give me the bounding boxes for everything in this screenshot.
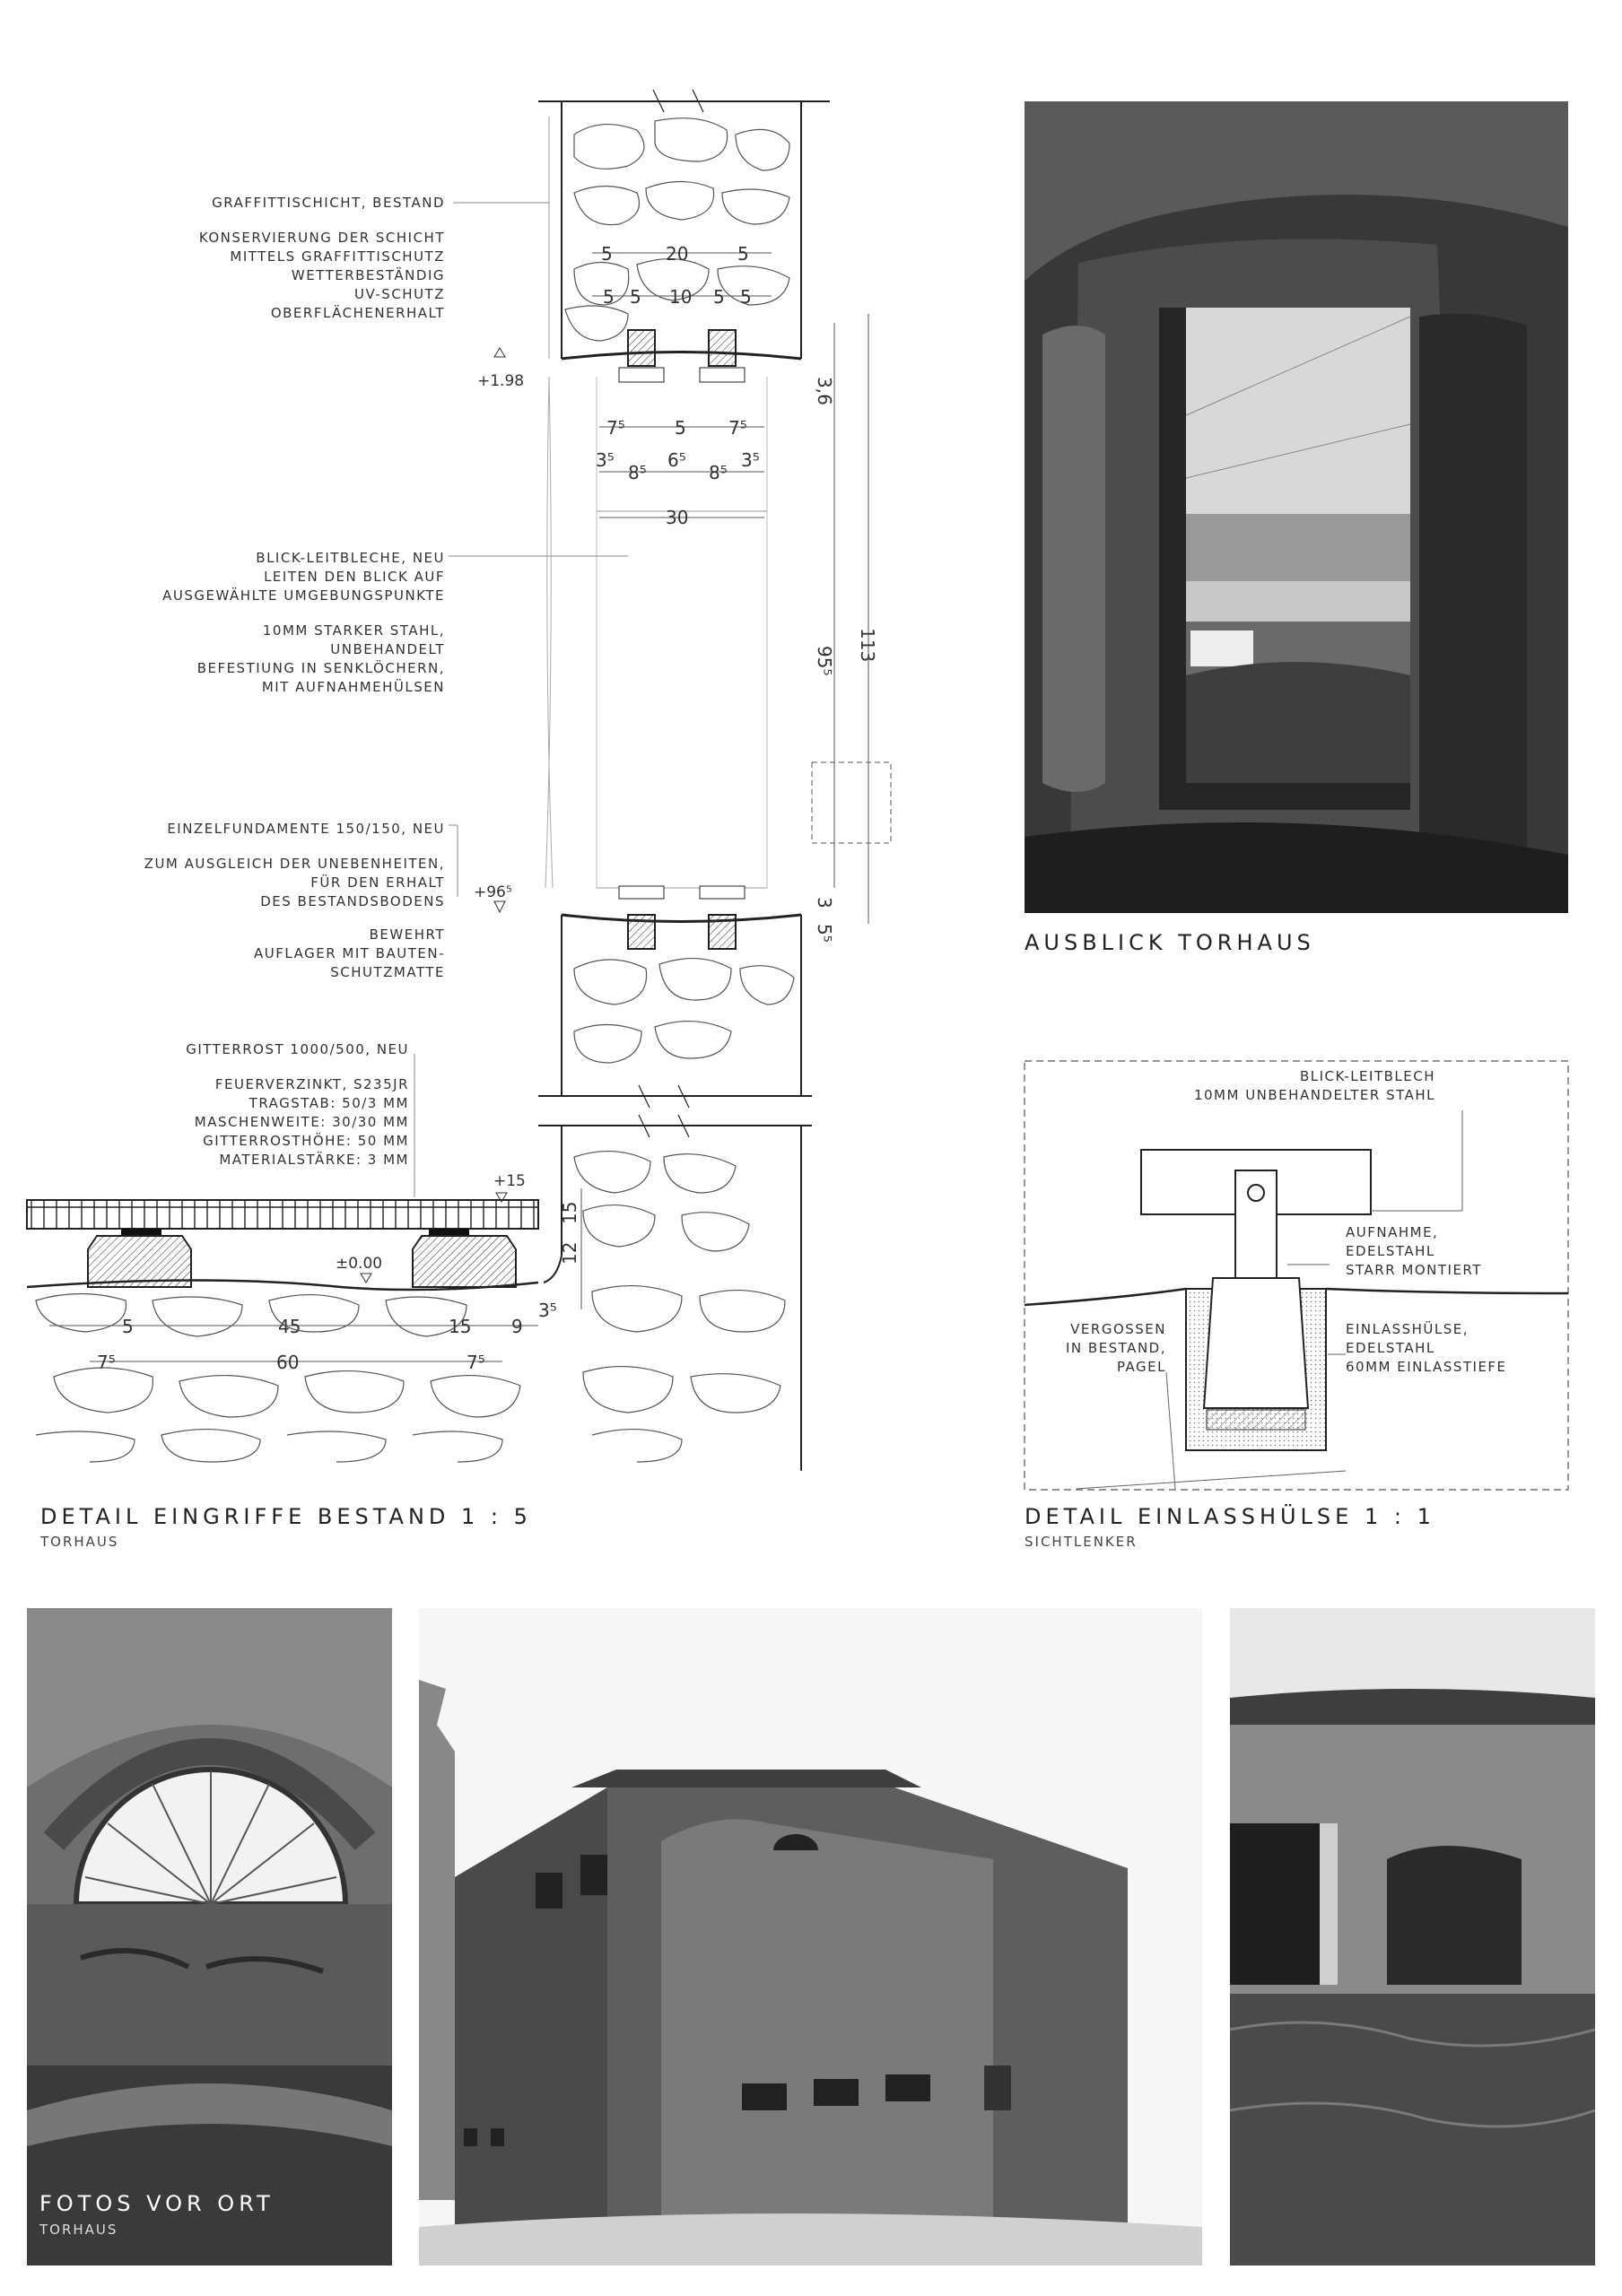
gitter-line: TRAGSTAB: 50/3 MM	[249, 1095, 409, 1111]
graffiti-line: MITTELS GRAFFITTISCHUTZ	[230, 248, 445, 265]
svg-text:20: 20	[666, 243, 689, 265]
graffiti-line: OBERFLÄCHENERHALT	[270, 305, 445, 321]
blick-heading: AUSGEWÄHLTE UMGEBUNGSPUNKTE	[162, 587, 445, 604]
svg-text:5: 5	[601, 243, 613, 265]
svg-text:5: 5	[630, 286, 641, 308]
sleeve-label-line: STARR MONTIERT	[1346, 1262, 1482, 1278]
fundament-heading: EINZELFUNDAMENTE 150/150, NEU	[167, 821, 445, 837]
detail-small-subtitle: SICHTLENKER	[1025, 1534, 1138, 1550]
svg-text:5: 5	[740, 286, 752, 308]
svg-text:15: 15	[449, 1316, 472, 1337]
blick-line: MIT AUFNAHMEHÜLSEN	[261, 679, 445, 695]
photo-fortress-exterior	[419, 1608, 1202, 2266]
svg-text:5: 5	[603, 286, 615, 308]
svg-text:95⁵: 95⁵	[814, 646, 835, 676]
sleeve-label-sleeve	[1346, 1320, 1561, 1377]
caption-fotos: FOTOS VOR ORT	[39, 2191, 275, 2216]
sleeve-label-line: EINLASSHÜLSE,	[1346, 1321, 1469, 1337]
svg-text:15: 15	[559, 1201, 580, 1224]
svg-text:5: 5	[122, 1316, 134, 1337]
sleeve-label-line: 10MM UNBEHANDELTER STAHL	[1193, 1087, 1435, 1103]
blick-line: BEFESTIUNG IN SENKLÖCHERN,	[196, 660, 445, 676]
svg-text:+96⁵: +96⁵	[474, 883, 512, 901]
sleeve-detail-bottom	[1207, 1410, 1305, 1430]
svg-text:+15: +15	[493, 1172, 526, 1190]
fundament-line: SCHUTZMATTE	[330, 964, 445, 980]
blick-line: UNBEHANDELT	[330, 641, 445, 657]
svg-text:45: 45	[278, 1316, 301, 1337]
sleeve-label-line: 60MM EINLASSTIEFE	[1346, 1359, 1507, 1375]
graffiti-line: WETTERBESTÄNDIG	[291, 267, 445, 283]
svg-text:5: 5	[737, 243, 749, 265]
svg-text:60: 60	[276, 1352, 300, 1373]
blick-heading: LEITEN DEN BLICK AUF	[264, 569, 445, 585]
fundament-line: BEWEHRT	[369, 926, 445, 943]
gitter-line: GITTERROSTHÖHE: 50 MM	[203, 1133, 409, 1149]
sleeve-label-line: VERGOSSEN	[1070, 1321, 1166, 1337]
detail-main-title: DETAIL EINGRIFFE BESTAND 1 : 5	[40, 1504, 532, 1529]
svg-text:5: 5	[675, 417, 686, 439]
svg-text:7⁵: 7⁵	[97, 1352, 116, 1373]
svg-text:6⁵: 6⁵	[667, 449, 686, 471]
svg-text:7⁵: 7⁵	[728, 417, 747, 439]
svg-text:3,6: 3,6	[814, 377, 835, 405]
graffiti-line: KONSERVIERUNG DER SCHICHT	[198, 230, 445, 246]
svg-text:9: 9	[511, 1316, 523, 1337]
sleeve-label-line: EDELSTAHL	[1346, 1340, 1435, 1356]
svg-text:3⁵: 3⁵	[596, 449, 615, 471]
svg-text:3: 3	[814, 897, 835, 909]
fundament-line: DES BESTANDSBODENS	[260, 893, 445, 909]
svg-text:7⁵: 7⁵	[606, 417, 625, 439]
graffiti-heading: GRAFFITTISCHICHT, BESTAND	[212, 195, 445, 211]
photo-fortress-image	[419, 1608, 1202, 2266]
svg-text:12: 12	[559, 1241, 580, 1265]
svg-text:113: 113	[857, 628, 878, 663]
sleeve-label-grout	[1032, 1320, 1166, 1377]
photo-arch-interior	[27, 1608, 392, 2266]
graffiti-line: UV-SCHUTZ	[354, 286, 445, 302]
svg-text:3⁵: 3⁵	[741, 449, 760, 471]
sleeve-label-line: PAGEL	[1116, 1359, 1166, 1375]
svg-text:±0.00: ±0.00	[336, 1255, 383, 1273]
fundament-line: ZUM AUSGLEICH DER UNEBENHEITEN,	[144, 856, 445, 872]
blick-heading: BLICK-LEITBLECHE, NEU	[256, 550, 445, 566]
photo-wall-image	[1230, 1608, 1595, 2266]
caption-fotos-sub: TORHAUS	[39, 2222, 118, 2238]
sleeve-detail-bolt	[1248, 1185, 1264, 1201]
blick-line: 10MM STARKER STAHL,	[262, 622, 445, 639]
svg-text:+1.98: +1.98	[477, 372, 525, 390]
fundament-line: AUFLAGER MIT BAUTEN-	[254, 945, 445, 961]
sleeve-label-mount	[1346, 1223, 1561, 1280]
sleeve-label-line: IN BESTAND,	[1065, 1340, 1166, 1356]
svg-text:30: 30	[666, 507, 689, 528]
svg-text:8⁵: 8⁵	[709, 462, 728, 483]
caption-ausblick: AUSBLICK TORHAUS	[1025, 930, 1315, 955]
sleeve-label-line: BLICK-LEITBLECH	[1299, 1068, 1435, 1084]
photo-wall-window	[1230, 1608, 1595, 2266]
detail-small-title: DETAIL EINLASSHÜLSE 1 : 1	[1025, 1504, 1435, 1529]
svg-text:10: 10	[669, 286, 693, 308]
sleeve-detail-sleeve	[1204, 1278, 1308, 1408]
sleeve-label-line: AUFNAHME,	[1346, 1224, 1439, 1240]
sleeve-label-line: EDELSTAHL	[1346, 1243, 1435, 1259]
detail-main-subtitle: TORHAUS	[40, 1534, 119, 1550]
gitter-heading: GITTERROST 1000/500, NEU	[186, 1041, 409, 1057]
gitter-line: FEUERVERZINKT, S235JR	[214, 1076, 409, 1092]
svg-text:3⁵: 3⁵	[538, 1300, 557, 1321]
svg-text:7⁵: 7⁵	[467, 1352, 485, 1373]
svg-text:5⁵: 5⁵	[814, 924, 835, 943]
gitter-line: MATERIALSTÄRKE: 3 MM	[219, 1152, 409, 1168]
svg-text:5: 5	[713, 286, 725, 308]
fundament-line: FÜR DEN ERHALT	[310, 874, 445, 891]
photo-arch-image	[27, 1608, 392, 2266]
svg-text:8⁵: 8⁵	[628, 462, 647, 483]
sleeve-label-plate	[1166, 1067, 1435, 1105]
gitter-line: MASCHENWEITE: 30/30 MM	[194, 1114, 409, 1130]
